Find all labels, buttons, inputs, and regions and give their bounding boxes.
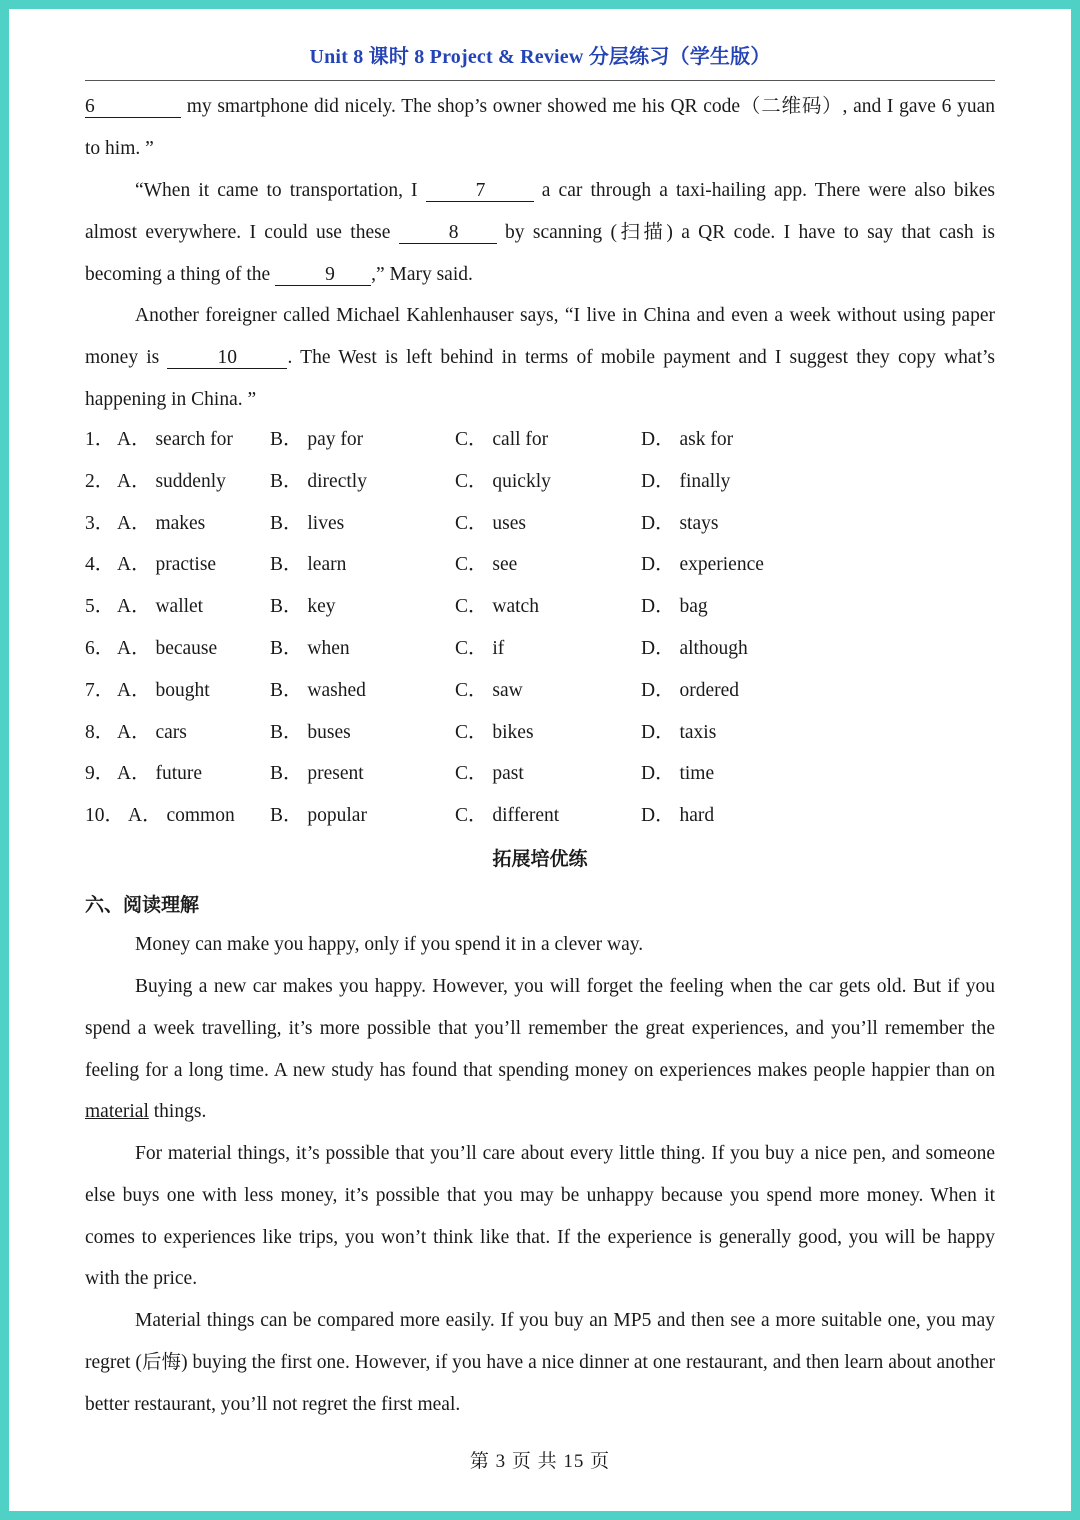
option-d[interactable]: D． time <box>641 763 715 785</box>
option-d[interactable]: D． finally <box>641 470 731 492</box>
options-list <box>85 419 995 837</box>
question-number: 8． <box>85 721 115 743</box>
question-row <box>85 503 995 545</box>
option-c[interactable]: C． saw <box>455 679 523 701</box>
passage-p2-b: a car through a taxi-hailing app. There were also bikes almost everywhere. I could use these <box>85 180 995 243</box>
passage-p2-c: by scanning (扫描) a QR code. I have to say that cash is becoming a thing of the <box>85 221 995 285</box>
reading-section-title: 六、阅读理解 <box>85 894 200 916</box>
question-row <box>85 795 995 837</box>
blank-7: 7 <box>426 181 534 202</box>
question-number: 6． <box>85 637 115 659</box>
option-a[interactable]: A． makes <box>117 512 206 534</box>
option-b[interactable]: B． present <box>270 763 364 785</box>
question-number: 5． <box>85 596 115 618</box>
question-row <box>85 628 995 670</box>
header-title: Unit 8 课时 8 Project & Review 分层练习（学生版） <box>309 46 771 68</box>
question-number: 10． <box>85 805 125 827</box>
passage-p2-a: “When it came to transportation, I <box>135 180 426 201</box>
option-a[interactable]: A． common <box>128 805 235 827</box>
option-c[interactable]: C． see <box>455 554 518 576</box>
option-a[interactable]: A． future <box>117 763 203 785</box>
reading-paragraph-3: For material things, it’s possible that you’ll care about every little thing. If you buy a nice pen, and someone else buys one with less money, it’s possible that you may be unhappy because you spend more money. When it comes to experiences like trips, you won’t think like that. If the experience is generally good, you will be happy with the price. <box>85 1143 995 1290</box>
option-c[interactable]: C． call for <box>455 429 549 450</box>
reading-p2-a: Buying a new car makes you happy. However, you will forget the feeling when the car gets old. But if you spend a week travelling, it’s more possible that you’ll remember the great experiences, and you’ll remember the feeling for a long time. A new study has found that spending money on experiences makes people happier than on <box>85 976 995 1081</box>
question-number: 1． <box>85 429 115 450</box>
option-a[interactable]: A． cars <box>117 721 187 743</box>
blank-9: 9 <box>275 265 371 286</box>
option-d[interactable]: D． hard <box>641 805 715 827</box>
option-c[interactable]: C． different <box>455 805 560 827</box>
question-number: 2． <box>85 470 115 492</box>
passage-p2-d: ,” Mary said. <box>371 263 473 285</box>
question-number: 4． <box>85 554 115 576</box>
option-a[interactable]: A． bought <box>117 679 210 701</box>
option-c[interactable]: C． watch <box>455 596 539 618</box>
option-c[interactable]: C． if <box>455 637 505 659</box>
reading-p2-b: things. <box>148 1101 207 1123</box>
passage-paragraph-1 <box>85 86 995 170</box>
option-b[interactable]: B． key <box>270 596 336 618</box>
question-number: 7． <box>85 679 115 701</box>
reading-paragraph-2 <box>85 966 995 1133</box>
option-b[interactable]: B． washed <box>270 679 366 701</box>
blank-10: 10 <box>167 348 287 369</box>
header-divider <box>85 80 995 81</box>
option-d[interactable]: D． bag <box>641 596 708 618</box>
option-b[interactable]: B． popular <box>270 805 367 827</box>
option-b[interactable]: B． directly <box>270 470 367 492</box>
option-a[interactable]: A． search for <box>117 429 233 450</box>
question-row <box>85 586 995 628</box>
option-a[interactable]: A． wallet <box>117 596 204 618</box>
option-a[interactable]: A． because <box>117 637 218 659</box>
option-b[interactable]: B． pay for <box>270 429 364 450</box>
passage-paragraph-2 <box>85 170 995 295</box>
underlined-word: material <box>85 1101 149 1123</box>
passage-p3-b: . The West is left behind in terms of mobile payment and I suggest they copy what’s happening in China. ” <box>85 346 995 410</box>
option-d[interactable]: D． experience <box>641 554 764 576</box>
extension-title: 拓展培优练 <box>492 848 588 870</box>
passage-paragraph-3 <box>85 295 995 420</box>
question-row <box>85 419 995 461</box>
option-d[interactable]: D． although <box>641 637 748 659</box>
option-c[interactable]: C． quickly <box>455 470 551 492</box>
question-number: 9． <box>85 763 115 785</box>
option-a[interactable]: A． suddenly <box>117 470 226 492</box>
passage-p1-text: my smartphone did nicely. The shop’s owner showed me his QR code（二维码）, and I gave 6 yuan to him. ” <box>85 96 995 159</box>
option-b[interactable]: B． when <box>270 637 350 659</box>
option-c[interactable]: C． bikes <box>455 721 534 743</box>
blank-6: 6 <box>85 97 181 118</box>
option-b[interactable]: B． learn <box>270 554 347 576</box>
blank-8: 8 <box>399 223 497 244</box>
option-c[interactable]: C． uses <box>455 512 526 534</box>
option-d[interactable]: D． stays <box>641 512 719 534</box>
option-d[interactable]: D． taxis <box>641 721 717 743</box>
question-number: 3． <box>85 512 115 534</box>
question-row <box>85 461 995 503</box>
passage-p3-a: Another foreigner called Michael Kahlenhauser says, “I live in China and even a week without using paper money is <box>85 305 995 368</box>
question-row <box>85 753 995 795</box>
page-footer: 第 3 页 共 15 页 <box>469 1451 611 1472</box>
option-d[interactable]: D． ordered <box>641 679 740 701</box>
option-b[interactable]: B． buses <box>270 721 351 743</box>
question-row <box>85 544 995 586</box>
option-d[interactable]: D． ask for <box>641 429 734 450</box>
question-row <box>85 670 995 712</box>
reading-paragraph-1: Money can make you happy, only if you spend it in a clever way. <box>135 934 644 955</box>
option-a[interactable]: A． practise <box>117 554 217 576</box>
reading-paragraph-4: Material things can be compared more easily. If you buy an MP5 and then see a more suitable one, you may regret (后悔) buying the first one. However, if you have a nice dinner at one restaurant, and then learn about another better restaurant, you’ll not regret the first meal. <box>85 1310 995 1415</box>
question-row <box>85 712 995 754</box>
option-b[interactable]: B． lives <box>270 512 345 534</box>
option-c[interactable]: C． past <box>455 763 524 785</box>
